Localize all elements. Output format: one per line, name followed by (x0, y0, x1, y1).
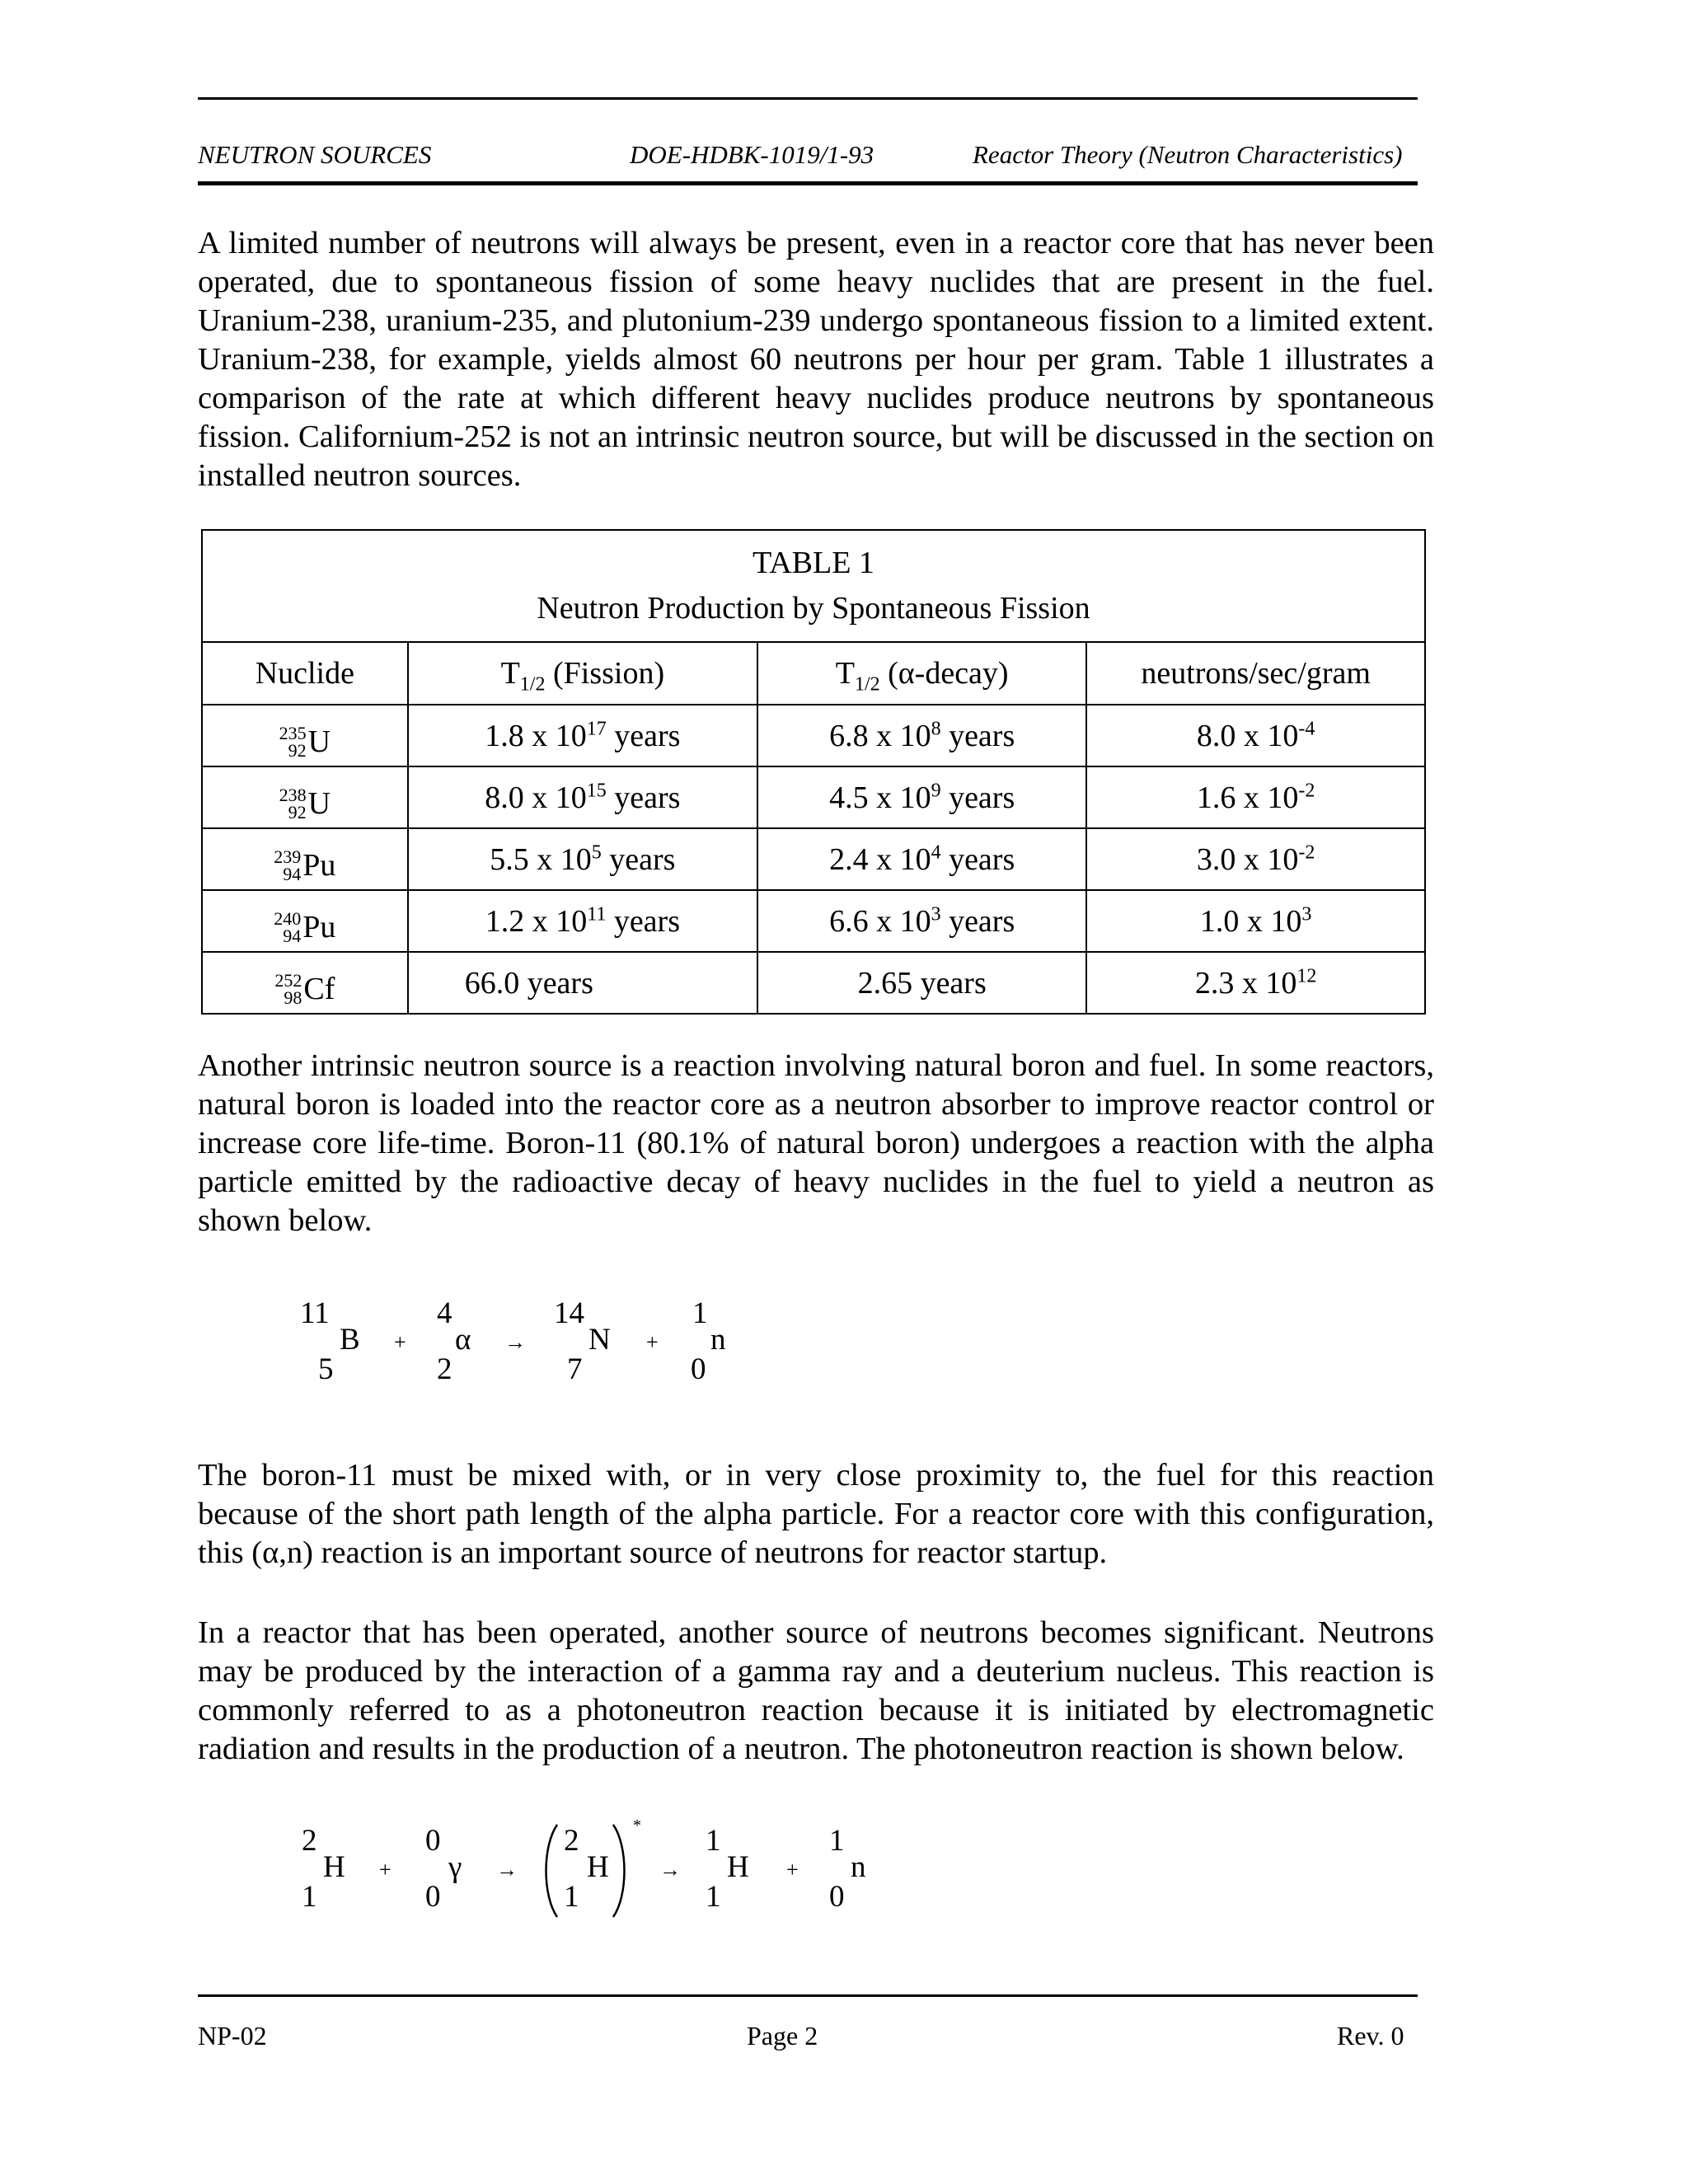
col-header-alpha (757, 642, 1086, 705)
col-header-fission (408, 642, 757, 705)
col-header-alpha-t: T (835, 656, 855, 691)
eq2-h-atomic: 1 (302, 1880, 317, 1914)
footer-rule (198, 1994, 1418, 1997)
table-row (202, 705, 1425, 766)
eq2-right-paren (610, 1821, 630, 1920)
value-exponent: 11 (587, 902, 607, 925)
eq1-n-symbol: N (588, 1323, 611, 1357)
value-base: 66.0 years (464, 965, 593, 1001)
cell-alpha-halflife (757, 828, 1086, 890)
eq1-b-atomic: 5 (318, 1352, 334, 1386)
value-exponent: 3 (931, 902, 941, 925)
footer-page-number: Page 2 (747, 2021, 818, 2050)
cell-fission-halflife (408, 705, 757, 766)
element-symbol: Cf (303, 972, 335, 1006)
eq1-neutron-atomic: 0 (691, 1352, 706, 1386)
value-exponent: 17 (586, 717, 607, 739)
table-row (202, 766, 1425, 828)
footer-module-id: NP-02 (198, 2021, 267, 2050)
footer-revision: Rev. 0 (1337, 2021, 1404, 2050)
eq2-plus: + (379, 1858, 392, 1882)
value-base: 8.0 x 10 (1196, 718, 1299, 753)
eq2-gamma-mass: 0 (425, 1824, 441, 1858)
value-base: 1.6 x 10 (1196, 780, 1299, 815)
value-base: 4.5 x 10 (829, 780, 931, 815)
cell-nuclide (202, 952, 408, 1014)
cell-neutron-rate (1086, 705, 1425, 766)
table-title: TABLE 1 (753, 546, 874, 580)
nuclide-numbers (274, 972, 302, 1006)
paragraph-text: The boron-11 must be mixed with, or in very close proximity to, the fuel for this reaction because of the short path length of the alpha particle. For a reactor core with this configuration, this (α,n) reaction is an important source of neutrons for reactor startup. (198, 1458, 1434, 1570)
value-exponent: 5 (591, 841, 602, 863)
value-exponent: 4 (931, 841, 941, 863)
cell-nuclide (202, 828, 408, 890)
value-base: 2.4 x 10 (829, 841, 931, 877)
eq2-h-symbol: H (323, 1850, 345, 1884)
eq2-compound-mass: 2 (564, 1824, 579, 1858)
eq1-neutron-symbol: n (710, 1323, 726, 1357)
cell-alpha-halflife (757, 890, 1086, 952)
mass-number: 235 (279, 723, 307, 743)
atomic-number: 94 (283, 926, 302, 946)
cell-neutron-rate (1086, 890, 1425, 952)
eq2-gamma-atomic: 0 (425, 1880, 441, 1914)
atomic-number: 94 (283, 864, 302, 884)
header-doc-number: DOE-HDBK-1019/1-93 (630, 140, 874, 169)
value-base: 2.3 x 10 (1194, 965, 1297, 1001)
header-chapter-title: Reactor Theory (Neutron Characteristics) (973, 140, 1403, 169)
eq1-plus: + (394, 1330, 406, 1354)
col-header-nuclide: Nuclide (202, 642, 408, 705)
table-subtitle: Neutron Production by Spontaneous Fission (537, 591, 1090, 626)
value-base: 1.8 x 10 (485, 718, 587, 753)
eq2-compound-atomic: 1 (564, 1880, 579, 1914)
eq2-neutron-mass: 1 (829, 1824, 845, 1858)
nuclide-numbers (274, 848, 301, 883)
table-row (202, 952, 1425, 1014)
cell-fission-halflife (408, 766, 757, 828)
mass-number: 238 (279, 785, 307, 805)
mass-number: 252 (274, 970, 302, 991)
paragraph-text: In a reactor that has been operated, another source of neutrons becomes significant. Neutrons may be produced by the interaction of a gamma ray and a deuterium nucleus. This reaction is commonly referred to as a photoneutron reaction because it is initiated by electromagnetic radiation and results in the production of a neutron. The photoneutron reaction is shown below. (198, 1615, 1434, 1766)
col-header-alpha-sub: 1/2 (854, 673, 880, 696)
eq1-n-atomic: 7 (567, 1352, 583, 1386)
nuclide-notation (203, 724, 407, 760)
value-unit: years (606, 718, 681, 753)
mass-number: 240 (274, 908, 302, 929)
eq2-excited-star: * (633, 1816, 641, 1835)
paragraph-text: A limited number of neutrons will always be present, even in a reactor core that has never been operated, due to spontaneous fission of some heavy nuclides that are present in the fuel. Uranium-238, uranium-235, and plutonium-239 undergo spontaneous fission to a limited extent. Uranium-238, for example, yields almost 60 neutrons per hour per gram. Table 1 illustrates a comparison of the rate at which different heavy nuclides produce neutrons by spontaneous fission. Californium-252 is not an intrinsic neutron source, but will be discussed in the section on installed neutron sources. (198, 226, 1434, 493)
eq1-neutron-mass: 1 (692, 1296, 708, 1330)
cell-alpha-halflife (757, 705, 1086, 766)
nuclide-notation (203, 785, 407, 822)
intro-paragraph (198, 224, 1434, 495)
value-exponent: 3 (1301, 902, 1312, 925)
cell-neutron-rate (1086, 828, 1425, 890)
eq2-arrow: → (496, 1858, 518, 1882)
value-base: 1.0 x 10 (1199, 903, 1302, 939)
value-unit: years (606, 780, 681, 815)
eq1-plus: + (646, 1330, 659, 1354)
element-symbol: U (307, 786, 331, 821)
header-top-rule (198, 97, 1418, 100)
cell-neutron-rate (1086, 766, 1425, 828)
eq2-gamma-symbol: γ (448, 1850, 462, 1884)
eq1-alpha-atomic: 2 (437, 1352, 452, 1386)
value-base: 1.2 x 10 (485, 903, 588, 939)
cell-nuclide (202, 766, 408, 828)
eq1-b-symbol: B (340, 1323, 360, 1357)
eq2-proton-symbol: H (727, 1850, 749, 1884)
cell-fission-halflife (408, 952, 757, 1014)
table-row (202, 890, 1425, 952)
value-exponent: 9 (931, 779, 941, 801)
eq2-proton-mass: 1 (706, 1824, 721, 1858)
boron-paragraph (198, 1047, 1434, 1240)
nuclide-notation (203, 971, 407, 1007)
eq2-plus: + (786, 1858, 799, 1882)
eq2-proton-atomic: 1 (706, 1880, 721, 1914)
value-base: 6.8 x 10 (829, 718, 931, 753)
eq1-n-mass: 14 (554, 1296, 584, 1330)
cell-alpha-halflife (757, 766, 1086, 828)
value-exponent: -4 (1298, 717, 1315, 739)
value-base: 8.0 x 10 (485, 780, 587, 815)
nuclide-numbers (279, 724, 307, 759)
table-header-row (202, 642, 1425, 705)
photoneutron-paragraph (198, 1614, 1434, 1769)
value-unit: years (606, 903, 680, 939)
eq2-compound-symbol: H (587, 1850, 609, 1884)
eq2-neutron-atomic: 0 (829, 1880, 845, 1914)
eq2-neutron-symbol: n (851, 1850, 866, 1884)
col-header-fission-label: (Fission) (545, 656, 665, 691)
cell-fission-halflife (408, 890, 757, 952)
value-unit: years (940, 903, 1015, 939)
spontaneous-fission-table (201, 529, 1426, 1015)
value-base: 2.65 years (857, 965, 987, 1001)
col-header-fission-sub: 1/2 (519, 673, 546, 696)
value-base: 3.0 x 10 (1196, 841, 1299, 877)
nuclide-notation (203, 909, 407, 945)
atomic-number: 92 (288, 802, 307, 823)
eq1-alpha-mass: 4 (437, 1296, 452, 1330)
alpha-n-paragraph (198, 1456, 1434, 1572)
paragraph-text: Another intrinsic neutron source is a reaction involving natural boron and fuel. In some reactors, natural boron is loaded into the reactor core as a neutron absorber to improve reactor control or increase core life-time. Boron-11 (80.1% of natural boron) undergoes a reaction with the alpha particle emitted by the radioactive decay of heavy nuclides in the fuel to yield a neutron as shown below. (198, 1048, 1434, 1238)
value-unit: years (940, 718, 1015, 753)
cell-nuclide (202, 890, 408, 952)
cell-nuclide (202, 705, 408, 766)
element-symbol: Pu (302, 848, 336, 883)
atomic-number: 92 (288, 740, 307, 761)
nuclide-numbers (274, 910, 301, 944)
table-caption (202, 530, 1425, 642)
col-header-rate: neutrons/sec/gram (1086, 642, 1425, 705)
atomic-number: 98 (284, 987, 302, 1008)
header-bottom-rule (198, 181, 1418, 185)
cell-alpha-halflife (757, 952, 1086, 1014)
value-base: 6.6 x 10 (829, 903, 931, 939)
nuclide-notation (203, 847, 407, 883)
value-exponent: 8 (931, 717, 941, 739)
value-exponent: -2 (1298, 779, 1315, 801)
eq2-left-paren (541, 1821, 560, 1920)
value-exponent: -2 (1298, 841, 1315, 863)
eq1-arrow: → (504, 1330, 526, 1354)
cell-fission-halflife (408, 828, 757, 890)
cell-neutron-rate (1086, 952, 1425, 1014)
eq1-b-mass: 11 (300, 1296, 330, 1330)
eq2-h-mass: 2 (302, 1824, 317, 1858)
value-unit: years (601, 841, 676, 877)
element-symbol: U (307, 724, 331, 759)
value-base: 5.5 x 10 (490, 841, 592, 877)
value-unit: years (940, 780, 1015, 815)
table-row (202, 828, 1425, 890)
value-exponent: 12 (1296, 964, 1317, 987)
eq1-alpha-symbol: α (455, 1323, 471, 1357)
value-exponent: 15 (586, 779, 607, 801)
eq2-arrow: → (659, 1858, 681, 1882)
element-symbol: Pu (302, 910, 336, 944)
mass-number: 239 (274, 846, 302, 867)
header-section-name: NEUTRON SOURCES (198, 140, 432, 169)
col-header-fission-t: T (500, 656, 520, 691)
nuclide-numbers (279, 786, 307, 821)
value-unit: years (940, 841, 1015, 877)
col-header-alpha-label: (α-decay) (879, 656, 1009, 691)
